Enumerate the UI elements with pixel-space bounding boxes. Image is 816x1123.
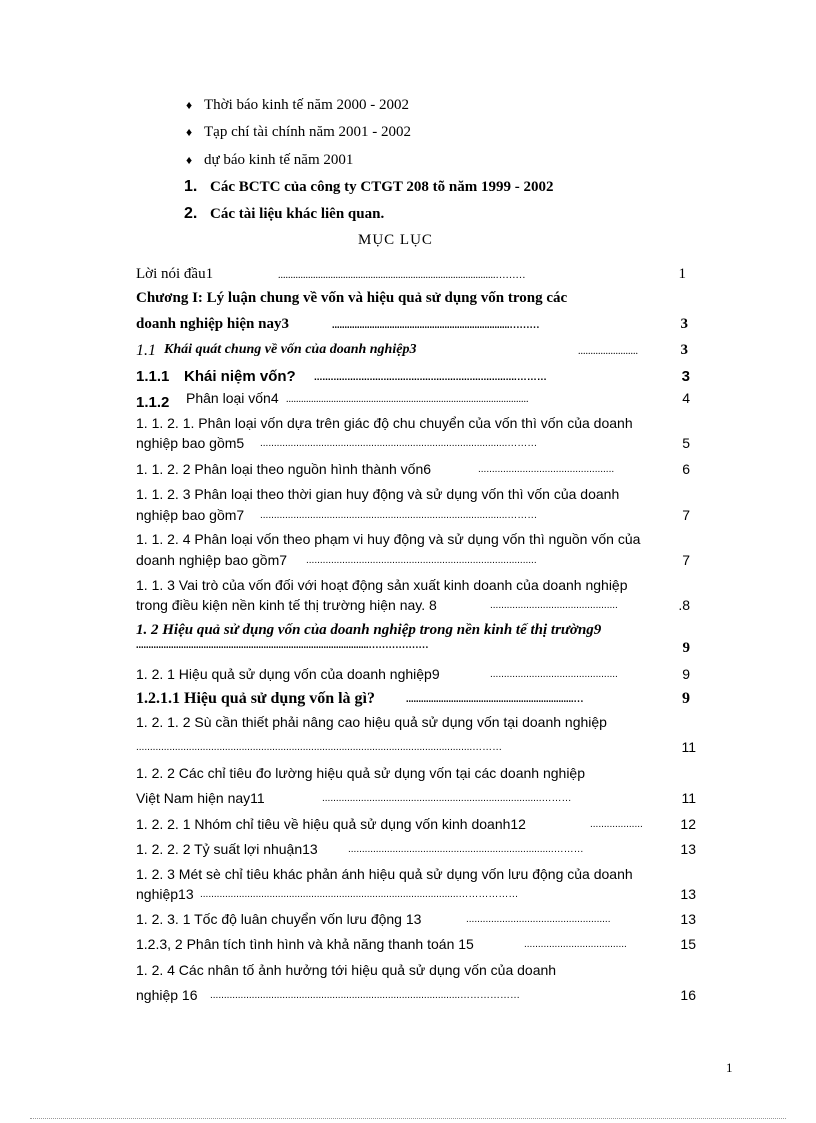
page-title: MỤC LỤC bbox=[358, 232, 433, 248]
page-number: 1 bbox=[726, 1060, 733, 1075]
toc-entry: 1. 2. 3 Mét sè chỉ tiêu khác phản ánh hiệu quả sử dụng vốn lưu động của doanh bbox=[136, 866, 633, 882]
toc-entry: 1. 2. 4 Các nhân tố ảnh hưởng tới hiệu quả sử dụng vốn của doanh bbox=[136, 962, 557, 978]
toc-entry: 1. 2. 1. 2 Sù cần thiết phải nâng cao hiệu quả sử dụng vốn tại doanh nghiệp bbox=[136, 714, 607, 730]
toc-entry-continued: .........................................................................................................................……… 11 bbox=[136, 739, 696, 755]
page-bottom-divider bbox=[30, 1118, 786, 1119]
toc-entry-continued: nghiệp 16 ..........................................................................................……………… 16 bbox=[136, 987, 696, 1003]
toc-entry: 1. 2. 2. 2 Tỷ suất lợi nhuận13 ..........................................................................……… 13 bbox=[136, 841, 696, 857]
reference-item: ♦ dự báo kinh tế năm 2001 bbox=[186, 152, 354, 168]
diamond-bullet-icon: ♦ bbox=[186, 125, 193, 139]
toc-entry: 1. 1. 2. 3 Phân loại theo thời gian huy động và sử dụng vốn thì vốn của doanh bbox=[136, 486, 620, 502]
diamond-bullet-icon: ♦ bbox=[186, 98, 193, 112]
toc-entry-continued: doanh nghiệp hiện nay3 .......................................................................……… 3 bbox=[136, 316, 688, 332]
toc-entry-continued: trong điều kiện nền kinh tế thị trường hiện nay. 8 .............................................. .8 bbox=[136, 597, 690, 613]
toc-entry-continued: .............................................................................................……………… 9 bbox=[136, 640, 690, 656]
toc-entry: Lời nói đầu1 .......................................................................................……… 1 bbox=[136, 266, 686, 282]
toc-entry: 1. 2. 1 Hiệu quả sử dụng vốn của doanh nghiệp9 .............................................. 9 bbox=[136, 666, 690, 682]
toc-entry: 1. 2. 3. 1 Tốc độ luân chuyển vốn lưu động 13 .................................................... 13 bbox=[136, 911, 696, 927]
reference-item: ♦ Thời báo kinh tế năm 2000 - 2002 bbox=[186, 97, 409, 113]
toc-entry: 1. 2 Hiệu quả sử dụng vốn của doanh nghiệp trong nền kinh tế thị trường9 bbox=[136, 622, 602, 638]
toc-entry: 1.1.1 Khái niệm vốn? .........................................................................……… 3 bbox=[136, 368, 690, 385]
toc-entry-continued: Việt Nam hiện nay11 ...............................................................................……… 11 bbox=[136, 790, 696, 806]
diamond-bullet-icon: ♦ bbox=[186, 153, 193, 167]
toc-entry-continued: nghiệp13 .............................................................................................……………… 13 bbox=[136, 886, 696, 902]
reference-item: ♦ Tạp chí tài chính năm 2001 - 2002 bbox=[186, 124, 412, 140]
reference-item: 2. Các tài liệu khác liên quan. bbox=[184, 205, 385, 222]
reference-item: 1. Các BCTC của công ty CTGT 208 tõ năm 1999 - 2002 bbox=[184, 178, 554, 195]
toc-entry: 1.1 Khái quát chung về vốn của doanh nghiệp3 ........................ 3 bbox=[136, 342, 688, 359]
toc-entry: 1.1.2 Phân loại vốn4 ................................................................................................. 4 bbox=[136, 390, 690, 411]
toc-entry: 1. 1. 3 Vai trò của vốn đối với hoạt động sản xuất kinh doanh của doanh nghiệp bbox=[136, 577, 628, 593]
toc-entry: 1.2.1.1 Hiệu quả sử dụng vốn là gì? ...................................................................… 9 bbox=[136, 690, 690, 707]
toc-entry-continued: nghiệp bao gồm5 .........................................................................................……… 5 bbox=[136, 435, 690, 451]
toc-entry: Chương I: Lý luận chung về vốn và hiệu quả sử dụng vốn trong các bbox=[136, 290, 568, 306]
toc-entry: 1.2.3, 2 Phân tích tình hình và khả năng thanh toán 15 ..................................... 15 bbox=[136, 936, 696, 952]
toc-entry: 1. 1. 2. 2 Phân loại theo nguồn hình thành vốn6 ................................................. 6 bbox=[136, 461, 690, 477]
toc-entry: 1. 2. 2. 1 Nhóm chỉ tiêu về hiệu quả sử dụng vốn kinh doanh12 ................... 12 bbox=[136, 816, 696, 832]
toc-entry-continued: nghiệp bao gồm7 .........................................................................................……… 7 bbox=[136, 507, 690, 523]
toc-entry: 1. 1. 2. 4 Phân loại vốn theo phạm vi huy động và sử dụng vốn thì nguồn vốn của bbox=[136, 531, 641, 547]
toc-entry: 1. 1. 2. 1. Phân loại vốn dựa trên giác độ chu chuyển của vốn thì vốn của doanh bbox=[136, 415, 633, 431]
toc-entry-continued: doanh nghiệp bao gồm7 ................................................................................... 7 bbox=[136, 552, 690, 568]
toc-entry: 1. 2. 2 Các chỉ tiêu đo lường hiệu quả sử dụng vốn tại các doanh nghiệp bbox=[136, 765, 586, 781]
